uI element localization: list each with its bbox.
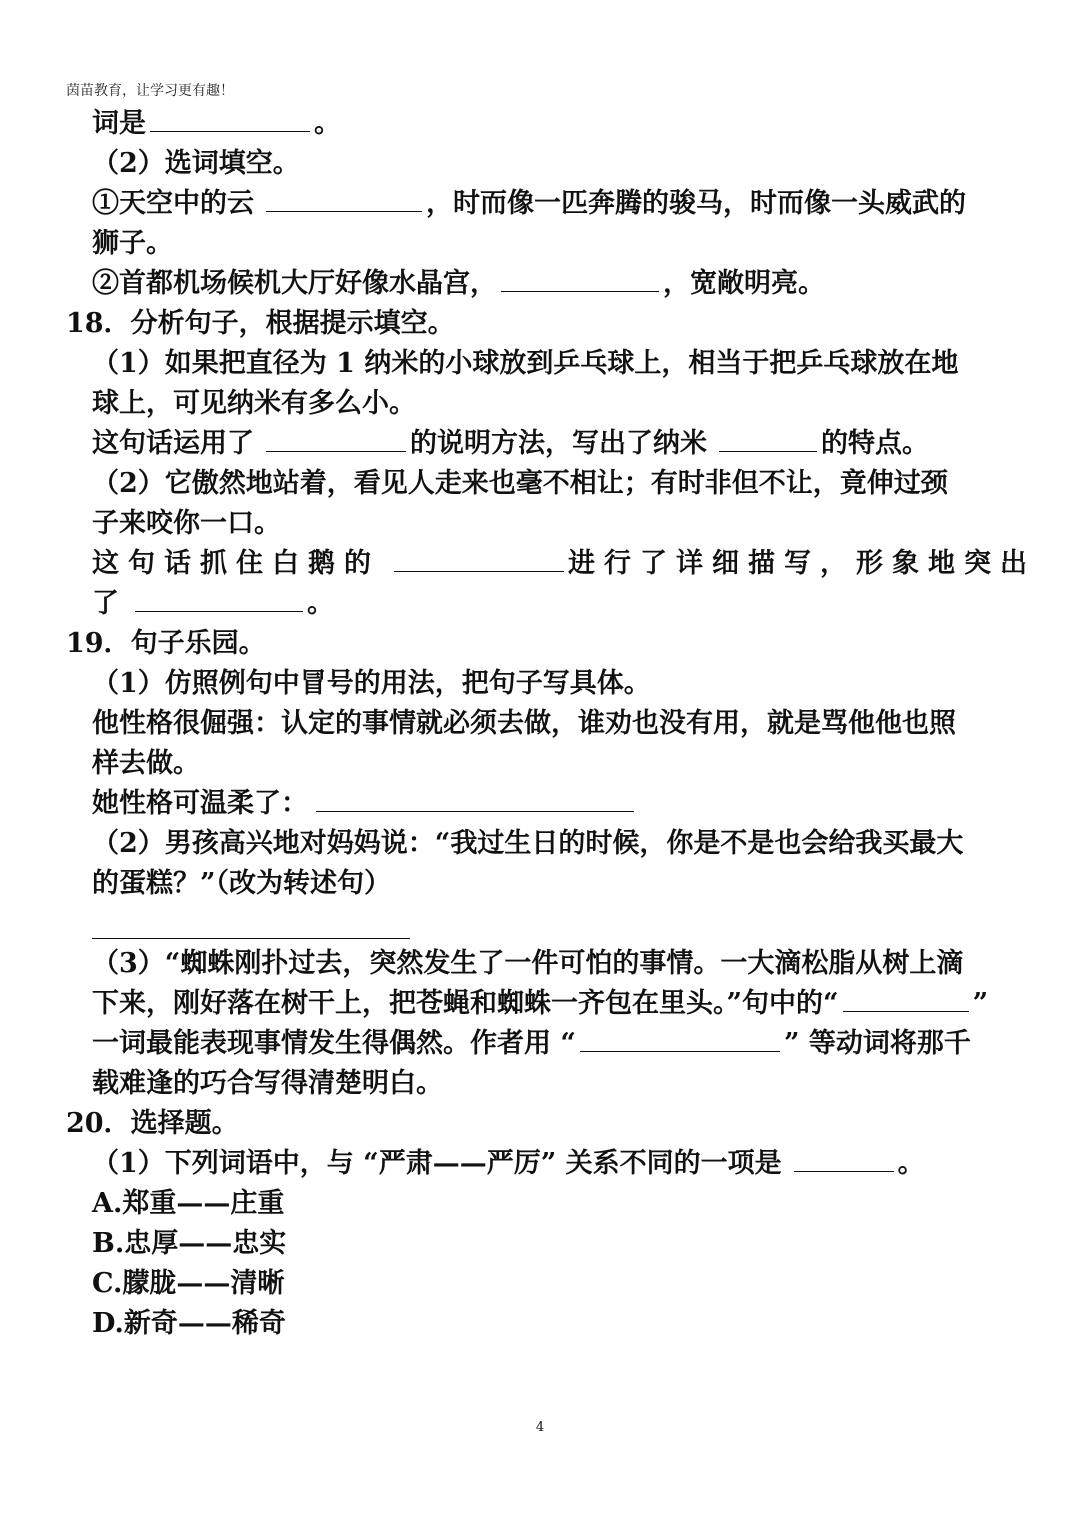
text-line: 这句话抓住白鹅的 进行了详细描写，形象地突出 (92, 548, 1036, 579)
option-b: B.忠厚——忠实 (92, 1228, 287, 1259)
option-d: D.新奇——稀奇 (92, 1308, 286, 1339)
text-line: ①天空中的云 ，时而像一匹奔腾的骏马，时而像一头威武的 (92, 188, 966, 219)
question-heading: 20．选择题。 (66, 1108, 239, 1139)
option-a: A.郑重——庄重 (92, 1188, 285, 1219)
answer-blank[interactable] (843, 1010, 969, 1012)
text-line: 他性格很倔强：认定的事情就必须去做，谁劝也没有用，就是骂他他也照 (92, 708, 956, 739)
question-sub-heading: （2）选词填空。 (92, 148, 300, 179)
text-line: ②首都机场候机大厅好像水晶宫， ，宽敞明亮。 (92, 268, 825, 299)
text-line: （1）仿照例句中冒号的用法，把句子写具体。 (92, 668, 651, 699)
text-line: 一词最能表现事情发生得偶然。作者用 “ ” 等动词将那千 (92, 1028, 971, 1059)
text-line: 样去做。 (92, 748, 200, 779)
answer-blank[interactable] (135, 610, 303, 612)
page-number: 4 (535, 1420, 545, 1435)
text-line: 球上，可见纳米有多么小。 (92, 388, 416, 419)
text-line: 子来咬你一口。 (92, 508, 281, 539)
text-line: （1）下列词语中，与 “严肃——严厉” 关系不同的一项是 。 (92, 1148, 925, 1179)
text-line: 这句话运用了 的说明方法，写出了纳米 的特点。 (92, 428, 929, 459)
answer-blank[interactable] (719, 450, 817, 452)
text-line: （3）“蜘蛛刚扑过去，突然发生了一件可怕的事情。一大滴松脂从树上滴 (92, 948, 964, 979)
text-line: 下来，刚好落在树干上，把苍蝇和蜘蛛一齐包在里头。”句中的“ ” (92, 988, 989, 1019)
question-heading: 19．句子乐园。 (66, 628, 266, 659)
answer-blank[interactable] (794, 1170, 894, 1172)
text-line: 词是 。 (92, 108, 341, 139)
text-line: 狮子。 (92, 228, 173, 259)
text-line: （2）它傲然地站着，看见人走来也毫不相让；有时非但不让，竟伸过颈 (92, 468, 948, 499)
text-line: 了 。 (92, 588, 334, 619)
answer-blank[interactable] (316, 810, 634, 812)
answer-blank[interactable] (150, 130, 310, 132)
answer-blank[interactable] (501, 290, 659, 292)
text-line: 的蛋糕？”（改为转述句） (92, 868, 392, 899)
option-c: C.朦胧——清晰 (92, 1268, 285, 1299)
answer-blank[interactable] (266, 450, 406, 452)
text-line: （2）男孩高兴地对妈妈说：“我过生日的时候，你是不是也会给我买最大 (92, 828, 964, 859)
answer-blank[interactable] (580, 1050, 780, 1052)
answer-line[interactable] (92, 938, 410, 939)
page-header: 茵苗教育，让学习更有趣！ (66, 83, 234, 99)
question-heading: 18．分析句子，根据提示填空。 (66, 308, 455, 339)
text-line: 她性格可温柔了： (92, 786, 638, 822)
answer-blank[interactable] (266, 210, 422, 212)
answer-blank[interactable] (394, 570, 564, 572)
text-line: 载难逢的巧合写得清楚明白。 (92, 1068, 443, 1099)
text-line: （1）如果把直径为 1 纳米的小球放到乒乓球上，相当于把乒乓球放在地 (92, 348, 959, 379)
